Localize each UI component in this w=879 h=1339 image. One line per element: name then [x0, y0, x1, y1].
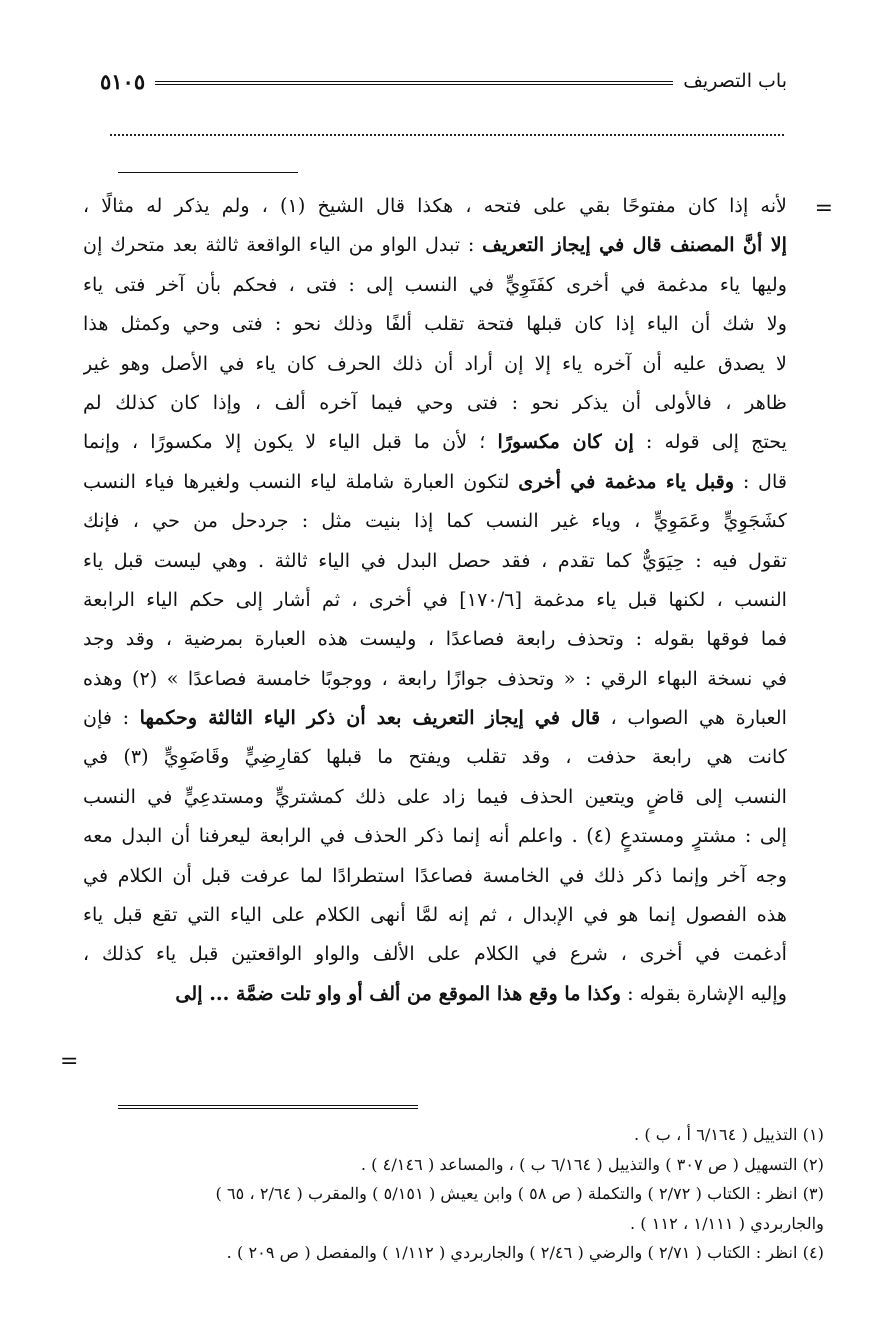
footnote: (٣) انظر : الكتاب ( ٢/٧٢ ) والتكملة ( ص ٥٨ ) وابن يعيش ( ٥/١٥١ ) والمقرب ( ٢/٦٤ ، ٦٥ ) [215, 1184, 824, 1204]
body-line [83, 225, 787, 264]
body-line [83, 541, 787, 580]
body-line [83, 856, 787, 895]
dotted-separator [110, 134, 784, 136]
body-line [83, 619, 787, 658]
body-line [83, 383, 787, 422]
body-line [83, 265, 787, 304]
text-run: : تبدل الواو من الياء الواقعة ثالثة بعد متحرك إن [83, 233, 483, 257]
text-run: (٢) [131, 666, 158, 690]
text-run: العبارة هي الصواب ، [600, 706, 787, 730]
body-line [83, 186, 787, 225]
text-run: كشَجَوِيٍّ وعَمَوِيٍّ ، وياء غير النسب كما إذا بنيت مثل : جردحل من حي ، فإنك [83, 509, 787, 533]
body-line [83, 816, 787, 855]
text-run: لا يصدق عليه أن آخره ياء إلا إن أراد أن ذلك الحرف كان ياء في الأصل وهو غير [83, 351, 787, 375]
text-run: في نسخة البهاء الرقي : « وتحذف جوازًا رابعة ، ووجوبًا خامسة فصاعدًا » [157, 666, 787, 690]
footnote: (٢) التسهيل ( ص ٣٠٧ ) والتذييل ( ٦/١٦٤ ب ) ، والمساعد ( ٤/١٤٦ ) . [360, 1154, 824, 1174]
text-run: (٣) [123, 745, 149, 769]
text-run: قال : [734, 469, 787, 493]
footnote: (١) التذييل ( ٦/١٦٤ أ ، ب ) . [634, 1125, 824, 1144]
body-line [83, 659, 787, 698]
body-line [83, 462, 787, 501]
text-run: النسب إلى قاضٍ ويتعين الحذف فيما زاد على ذلك كمشتريٍّ ومستدعِيٍّ في النسب [83, 784, 787, 808]
body-line [83, 777, 787, 816]
text-run: وإليه الإشارة بقوله : [621, 981, 787, 1005]
footnote-rule [118, 1105, 418, 1109]
main-text [83, 186, 787, 1013]
footnote: (٤) انظر : الكتاب ( ٢/٧١ ) والرضي ( ٢/٤٦ ) والجاربردي ( ١/١١٢ ) والمفصل ( ص ٢٠٩ ) . [226, 1243, 824, 1263]
body-line [83, 501, 787, 540]
text-run: أدغمت في أخرى ، شرع في الكلام على الألف والواو الواقعتين قبل ياء كذلك ، [83, 942, 787, 966]
continuation-mark-start: = [814, 196, 833, 221]
text-run: . واعلم أنه إنما ذكر الحذف في الرابعة ليعرفنا أن البدل معه [83, 824, 587, 848]
header-rule [155, 81, 673, 85]
body-line [83, 934, 787, 973]
text-run: وجه آخر وإنما ذكر ذلك في الخامسة فصاعدًا استطرادًا لما عرفت قبل أن الكلام في [83, 863, 787, 887]
body-line [83, 698, 787, 737]
text-run: (١) [280, 194, 306, 217]
short-separator-rule [118, 172, 298, 173]
body-line [83, 344, 787, 383]
bold-phrase: إلا أنَّ المصنف قال في إيجاز التعريف [482, 233, 787, 257]
body-line [83, 895, 787, 934]
bold-phrase: وقبل ياء مدغمة في أخرى [518, 469, 735, 493]
text-run: في [83, 745, 124, 769]
text-run: : فإن [83, 706, 140, 730]
text-run: النسب ، لكنها قبل ياء مدغمة [١٧٠/٦] في أخرى ، ثم أشار إلى حكم الياء الرابعة [83, 587, 787, 611]
bold-phrase: وكذا ما وقع هذا الموقع من ألف أو واو تلت ضمَّة ... إلى [175, 981, 621, 1005]
text-run: (٤) [586, 824, 612, 848]
text-run: لأنه إذا كان مفتوحًا بقي على فتحه ، هكذا قال الشيخ [305, 194, 787, 217]
chapter-title: باب التصريف [683, 70, 787, 92]
text-run: ، ولم يذكر له مثالًا ، [83, 194, 281, 217]
bold-phrase: إن كان مكسورًا [497, 430, 634, 454]
text-run: ظاهر ، فالأولى أن يذكر نحو : فتى وحي فيما آخره ألف ، وإذا كان كذلك لم [83, 390, 787, 414]
footnote: والجاربردي ( ١/١١١ ، ١١٢ ) . [630, 1213, 824, 1233]
text-run: يحتج إلى قوله : [633, 430, 787, 454]
text-run: إلى : مشترٍ ومستدعٍ [611, 824, 787, 848]
running-header [100, 66, 787, 96]
text-run: لتكون العبارة شاملة لياء النسب ولغيرها فياء النسب [83, 469, 519, 493]
text-run: وهذه [83, 666, 132, 690]
text-run: فما فوقها بقوله : وتحذف رابعة فصاعدًا ، وليست هذه العبارة بمرضية ، وقد وجد [83, 627, 787, 651]
body-line [83, 974, 787, 1013]
text-run: وليها ياء مدغمة في أخرى كفَتَوِيٍّ في النسب إلى : فتى ، فحكم بأن آخر فتى ياء [83, 272, 787, 296]
body-line [83, 580, 787, 619]
body-line [83, 304, 787, 343]
page-number: ٥١٠٥ [100, 68, 146, 94]
body-line [83, 737, 787, 776]
continuation-mark-end: = [60, 1049, 79, 1074]
text-run: هذه الفصول إنما هو في الإبدال ، ثم إنه لمَّا أنهى الكلام على الياء التي تقع قبل ياء [83, 903, 787, 927]
text-run: ولا شك أن الياء إذا كان قبلها فتحة تقلب ألفًا وذلك نحو : فتى وحي وكمثل هذا [83, 312, 787, 336]
body-line [83, 422, 787, 461]
text-run: ؛ لأن ما قبل الياء لا يكون إلا مكسورًا ، وإنما [83, 430, 498, 454]
text-run: تقول فيه : حِيَوَيٌّ كما تقدم ، فقد حصل البدل في الياء ثالثة . وهي ليست قبل ياء [83, 548, 787, 572]
bold-phrase: قال في إيجاز التعريف بعد أن ذكر الياء الثالثة وحكمها [139, 706, 601, 730]
footnotes-list [54, 1120, 824, 1268]
text-run: كانت هي رابعة حذفت ، وقد تقلب ويفتح ما قبلها كقارِضِيٍّ وقَاضَوِيٍّ [148, 745, 787, 769]
